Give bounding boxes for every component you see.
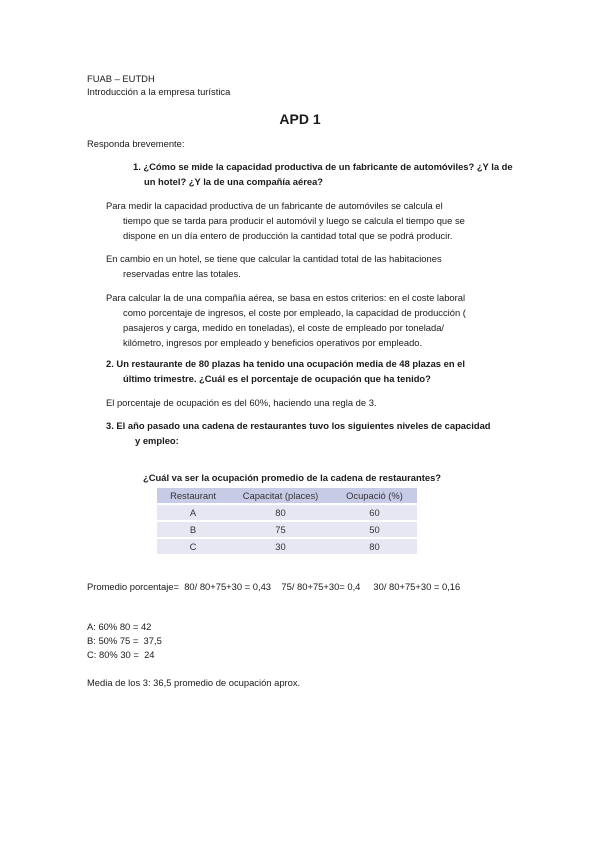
cell-restaurant: A — [157, 504, 229, 521]
page-title: APD 1 — [279, 111, 321, 127]
promedio-calculation: Promedio porcentaje= 80/ 80+75+30 = 0,43 75/ 80+75+30= 0,4 30/ 80+75+30 = 0,16 — [87, 581, 461, 592]
cell-capacity: 75 — [229, 521, 332, 538]
occupancy-table — [157, 488, 417, 554]
question-3-line-1: 3. El año pasado una cadena de restaurantes tuvo los siguientes niveles de capacidad — [106, 420, 491, 431]
table-header-row — [157, 488, 417, 504]
calc-b: B: 50% 75 = 37,5 — [87, 635, 162, 646]
header-restaurant: Restaurant — [157, 488, 229, 504]
cell-restaurant: C — [157, 538, 229, 554]
header-occupancy: Ocupació (%) — [332, 488, 417, 504]
cell-occupancy: 60 — [332, 504, 417, 521]
question-1-line-1: 1. ¿Cómo se mide la capacidad productiva de un fabricante de automóviles? ¿Y la de — [133, 161, 513, 172]
cell-capacity: 80 — [229, 504, 332, 521]
intro-text: Responda brevemente: — [87, 138, 185, 149]
table-caption: ¿Cuál va ser la ocupación promedio de la cadena de restaurantes? — [143, 472, 442, 483]
cell-occupancy: 80 — [332, 538, 417, 554]
cell-restaurant: B — [157, 521, 229, 538]
question-2-line-2: último trimestre. ¿Cuál es el porcentaje de ocupación que ha tenido? — [123, 373, 431, 384]
calc-a: A: 60% 80 = 42 — [87, 621, 152, 632]
answer-1a-line-2: tiempo que se tarda para producir el automóvil y luego se calcula el tiempo que se — [123, 215, 465, 226]
table-row — [157, 521, 417, 538]
answer-1b-line-1: En cambio en un hotel, se tiene que calcular la cantidad total de las habitaciones — [106, 253, 442, 264]
header-capacity: Capacitat (places) — [229, 488, 332, 504]
table-row — [157, 504, 417, 521]
answer-2: El porcentaje de ocupación es del 60%, haciendo una regla de 3. — [106, 397, 377, 408]
answer-1c-line-4: kilómetro, ingresos por empleado y beneficios operativos por empleado. — [123, 337, 423, 348]
answer-1a-line-3: dispone en un día entero de producción la cantidad total que se podrá producir. — [123, 230, 453, 241]
course-name: Introducción a la empresa turística — [87, 86, 231, 97]
cell-occupancy: 50 — [332, 521, 417, 538]
question-1-line-2: un hotel? ¿Y la de una compañía aérea? — [144, 176, 324, 187]
course-code: FUAB – EUTDH — [87, 73, 155, 84]
cell-capacity: 30 — [229, 538, 332, 554]
answer-1b-line-2: reservadas entre las totales. — [123, 268, 241, 279]
answer-1a-line-1: Para medir la capacidad productiva de un fabricante de automóviles se calcula el — [106, 200, 443, 211]
calc-c: C: 80% 30 = 24 — [87, 649, 155, 660]
media-result: Media de los 3: 36,5 promedio de ocupación aprox. — [87, 677, 301, 688]
answer-1c-line-2: como porcentaje de ingresos, el coste por empleado, la capacidad de producción ( — [123, 307, 466, 318]
answer-1c-line-3: pasajeros y carga, medido en toneladas), el coste de empleado por tonelada/ — [123, 322, 445, 333]
table-row — [157, 538, 417, 554]
answer-1c-line-1: Para calcular la de una compañía aérea, se basa en estos criterios: en el coste laboral — [106, 292, 466, 303]
question-2-line-1: 2. Un restaurante de 80 plazas ha tenido una ocupación media de 48 plazas en el — [106, 358, 465, 369]
question-3-line-2: y empleo: — [135, 435, 179, 446]
